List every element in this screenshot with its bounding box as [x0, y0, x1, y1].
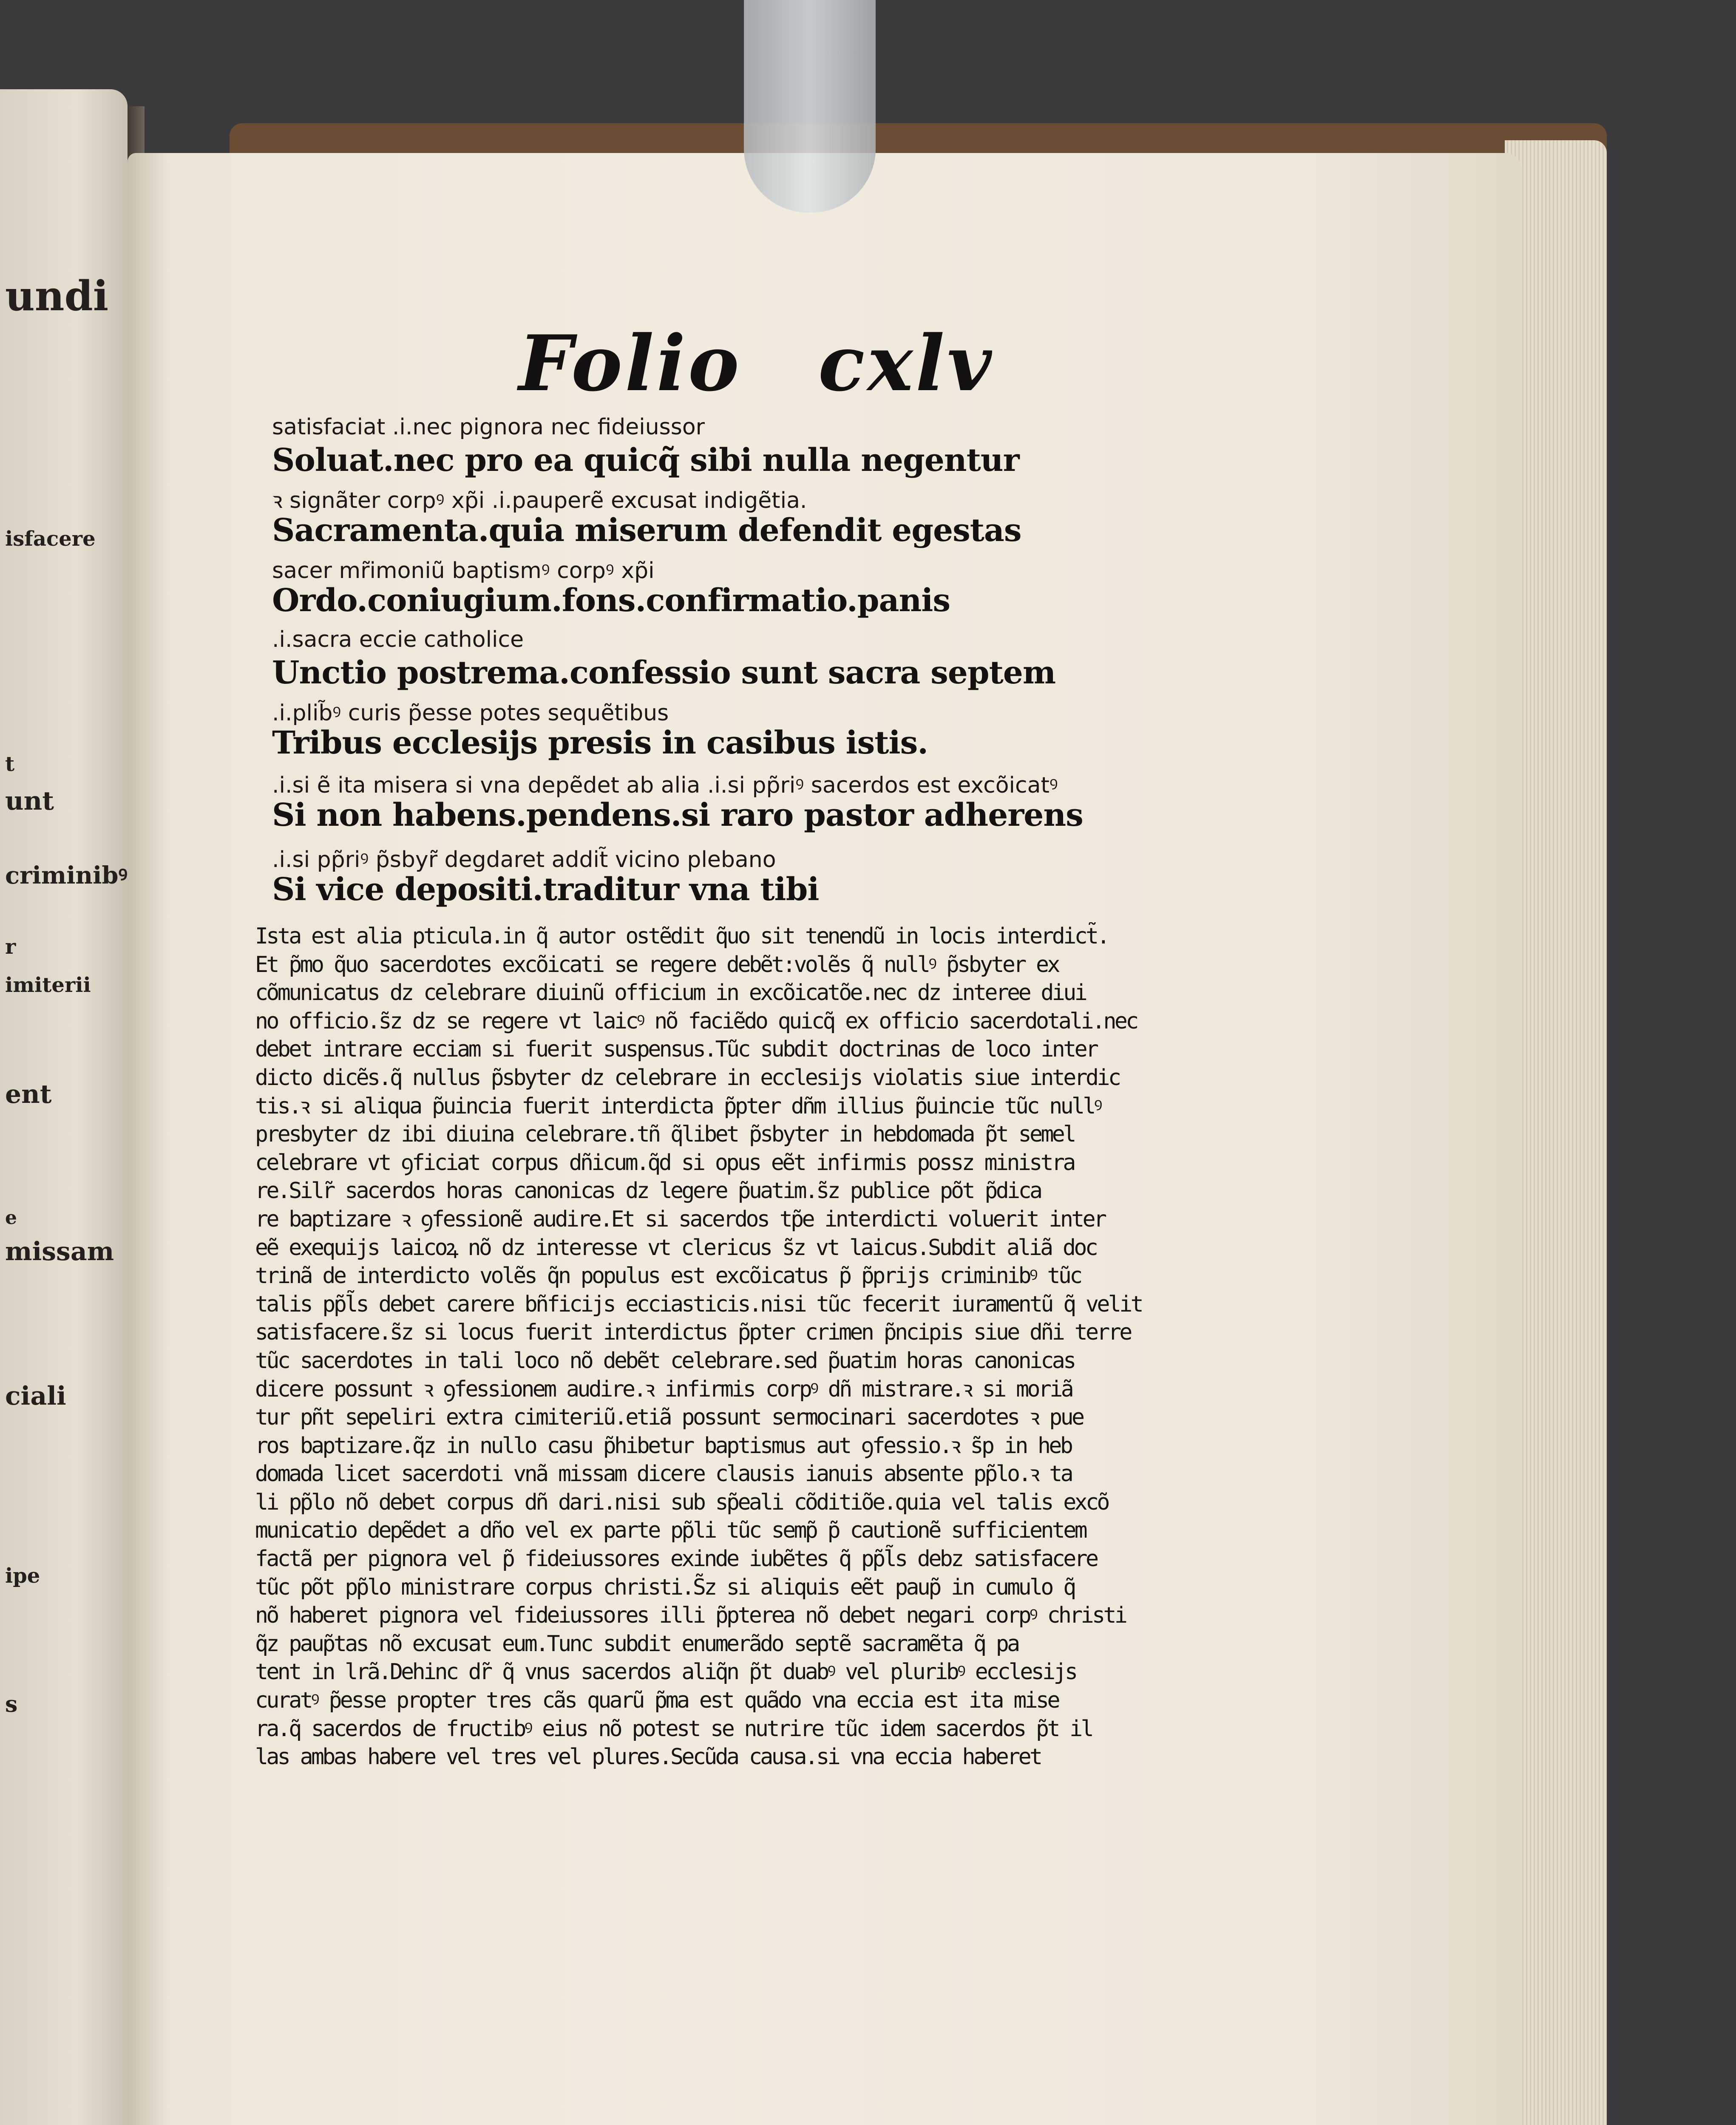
commentary-line: tis.ꝛ si aliqua p̃uincia fuerit interdicta p̃pter dñm illius p̃uincie tũc nullꝰ	[255, 1093, 1101, 1119]
commentary-line: factã per pignora vel p̃ fideiussores exinde iubẽtes q̃ pp̃l̃s debz satisfacere	[255, 1546, 1097, 1572]
commentary-line: tũc põt pp̃lo ministrare corpus christi.S̃z si aliquis eẽt paup̃ in cumulo q̃	[255, 1574, 1075, 1600]
commentary-line: ra.q̃ sacerdos de fructibꝰ eius nõ potest se nutrire tũc idem sacerdos p̃t il	[255, 1716, 1092, 1742]
commentary-line: debet intrare ecciam si fuerit suspensus.Tũc subdit doctrinas de loco inter	[255, 1037, 1097, 1062]
folio-heading	[519, 319, 994, 408]
left-margin-fragment: undi	[5, 272, 109, 320]
page-clip-top	[744, 0, 876, 212]
commentary-line: li pp̃lo nõ debet corpus dñ dari.nisi sub sp̃eali cõditiõe.quia vel talis excõ	[255, 1489, 1108, 1515]
commentary-line: curatꝰ p̃esse propter tres cãs quarũ p̃ma est quãdo vna eccia est ita mise	[255, 1688, 1058, 1714]
verse-line: Si non habens.pendens.si raro pastor adherens	[272, 797, 1083, 833]
commentary-line: nõ haberet pignora vel fideiussores illi p̃pterea nõ debet negari corpꝰ christi	[255, 1603, 1126, 1629]
commentary-line: q̃z paup̃tas nõ excusat eum.Tunc subdit enumerãdo septẽ sacramẽta q̃ pa	[255, 1631, 1018, 1657]
commentary-line: presbyter dz ibi diuina celebrare.tñ q̃libet p̃sbyter in hebdomada p̃t semel	[255, 1122, 1075, 1148]
commentary-line: eẽ exequijs laicoꝝ nõ dz interesse vt clericus s̃z vt laicus.Subdit aliã doc	[255, 1235, 1097, 1261]
left-margin-fragment: ciali	[5, 1381, 66, 1411]
verse-gloss: sacer mr̃imoniũ baptismꝰ corpꝰ xp̃i	[272, 558, 655, 584]
verse-gloss: .i.sacra eccie catholice	[272, 627, 524, 652]
verse-gloss: .i.si pp̃riꝰ p̃sbyr̃ degdaret addit̃ vicino plebano	[272, 847, 776, 873]
commentary-line: Ista est alia pticula.in q̃ autor ostẽdit q̃uo sit tenendũ in locis interdict̃.	[255, 924, 1108, 949]
verse-line: Unctio postrema.confessio sunt sacra septem	[272, 654, 1056, 691]
left-margin-fragment: missam	[5, 1237, 114, 1266]
commentary-line: municatio depẽdet a dño vel ex parte pp̃li tũc semp̃ p̃ cautionẽ sufficientem	[255, 1518, 1086, 1544]
commentary-block	[255, 922, 1182, 1771]
left-margin-fragment: s	[5, 1692, 18, 1717]
left-margin-fragment: ent	[5, 1080, 52, 1109]
verse-line: Si vice depositi.traditur vna tibi	[272, 871, 819, 908]
left-margin-fragment: ipe	[5, 1564, 40, 1588]
left-margin-fragment: isfacere	[5, 527, 96, 551]
commentary-line: dicere possunt ꝛ ꝯfessionem audire.ꝛ infirmis corpꝰ dñ mistrare.ꝛ si moriã	[255, 1376, 1072, 1402]
verse-gloss: .i.si ẽ ita misera si vna depẽdet ab alia .i.si pp̃riꝰ sacerdos est excõicatꝰ	[272, 773, 1058, 798]
left-margin-fragment: unt	[5, 786, 54, 816]
commentary-line: trinã de interdicto volẽs q̃n populus est excõicatus p̃ p̃prijs criminibꝰ tũc	[255, 1263, 1081, 1289]
commentary-line: cõmunicatus dz celebrare diuinũ officium in excõicatõe.nec dz interee diui	[255, 980, 1086, 1006]
folio-number: cxlv	[818, 319, 994, 408]
left-margin-fragment: criminibꝰ	[5, 861, 128, 890]
verse-line: Soluat.nec pro ea quicq̃ sibi nulla negentur	[272, 442, 1019, 479]
verse-gloss: satisfaciat .i.nec pignora nec fideiussor	[272, 414, 705, 440]
left-margin-fragment: imiterii	[5, 973, 91, 997]
verse-line: Sacramenta.quia miserum defendit egestas	[272, 512, 1021, 549]
commentary-line: celebrare vt ꝯficiat corpus dñicum.q̃d si opus eẽt infirmis possz ministra	[255, 1150, 1074, 1176]
commentary-line: dicto dicẽs.q̃ nullus p̃sbyter dz celebrare in ecclesijs violatis siue interdic	[255, 1065, 1120, 1091]
commentary-line: re baptizare ꝛ ꝯfessionẽ audire.Et si sacerdos tp̃e interdicti voluerit inter	[255, 1206, 1105, 1232]
commentary-line: tent in lrã.Dehinc dr̃ q̃ vnus sacerdos aliq̃n p̃t duabꝰ vel pluribꝰ ecclesijs	[255, 1659, 1076, 1685]
left-margin-fragment: t	[5, 752, 15, 776]
commentary-line: satisfacere.s̃z si locus fuerit interdictus p̃pter crimen p̃ncipis siue dñi terre	[255, 1320, 1131, 1346]
left-margin-fragment: r	[5, 935, 16, 959]
folio-word: Folio	[519, 319, 742, 408]
commentary-line: no officio.s̃z dz se regere vt laicꝰ nõ faciẽdo quicq̃ ex officio sacerdotali.nec	[255, 1008, 1137, 1034]
commentary-line: re.Silr̃ sacerdos horas canonicas dz legere p̃uatim.s̃z publice põt p̃dica	[255, 1178, 1041, 1204]
left-margin-fragment: e	[5, 1207, 17, 1229]
verse-line: Tribus ecclesijs presis in casibus istis.	[272, 725, 928, 761]
show-through-heading	[446, 314, 473, 400]
commentary-line: Et p̃mo q̃uo sacerdotes excõicati se regere debẽt:volẽs q̃ nullꝰ p̃sbyter ex	[255, 952, 1058, 978]
commentary-line: tũc sacerdotes in tali loco nõ debẽt celebrare.sed p̃uatim horas canonicas	[255, 1348, 1075, 1374]
commentary-line: talis pp̃l̃s debet carere bñficijs ecciasticis.nisi tũc fecerit iuramentũ q̃ velit	[255, 1291, 1142, 1317]
commentary-line: domada licet sacerdoti vnã missam dicere clausis ianuis absente pp̃lo.ꝛ ta	[255, 1461, 1072, 1487]
commentary-line: las ambas habere vel tres vel plures.Secũda causa.si vna eccia haberet	[255, 1744, 1041, 1770]
verse-gloss: .i.plib̃ꝰ curis p̃esse potes sequẽtibus	[272, 700, 669, 726]
verse-line: Ordo.coniugium.fons.confirmatio.panis	[272, 582, 950, 619]
commentary-line: tur pñt sepeliri extra cimiteriũ.etiã possunt sermocinari sacerdotes ꝛ pue	[255, 1405, 1083, 1431]
commentary-line: ros baptizare.q̃z in nullo casu p̃hibetur baptismus aut ꝯfessio.ꝛ s̃p in heb	[255, 1433, 1072, 1459]
verse-gloss: ꝛ signãter corpꝰ xp̃i .i.pauperẽ excusat indigẽtia.	[272, 488, 807, 513]
